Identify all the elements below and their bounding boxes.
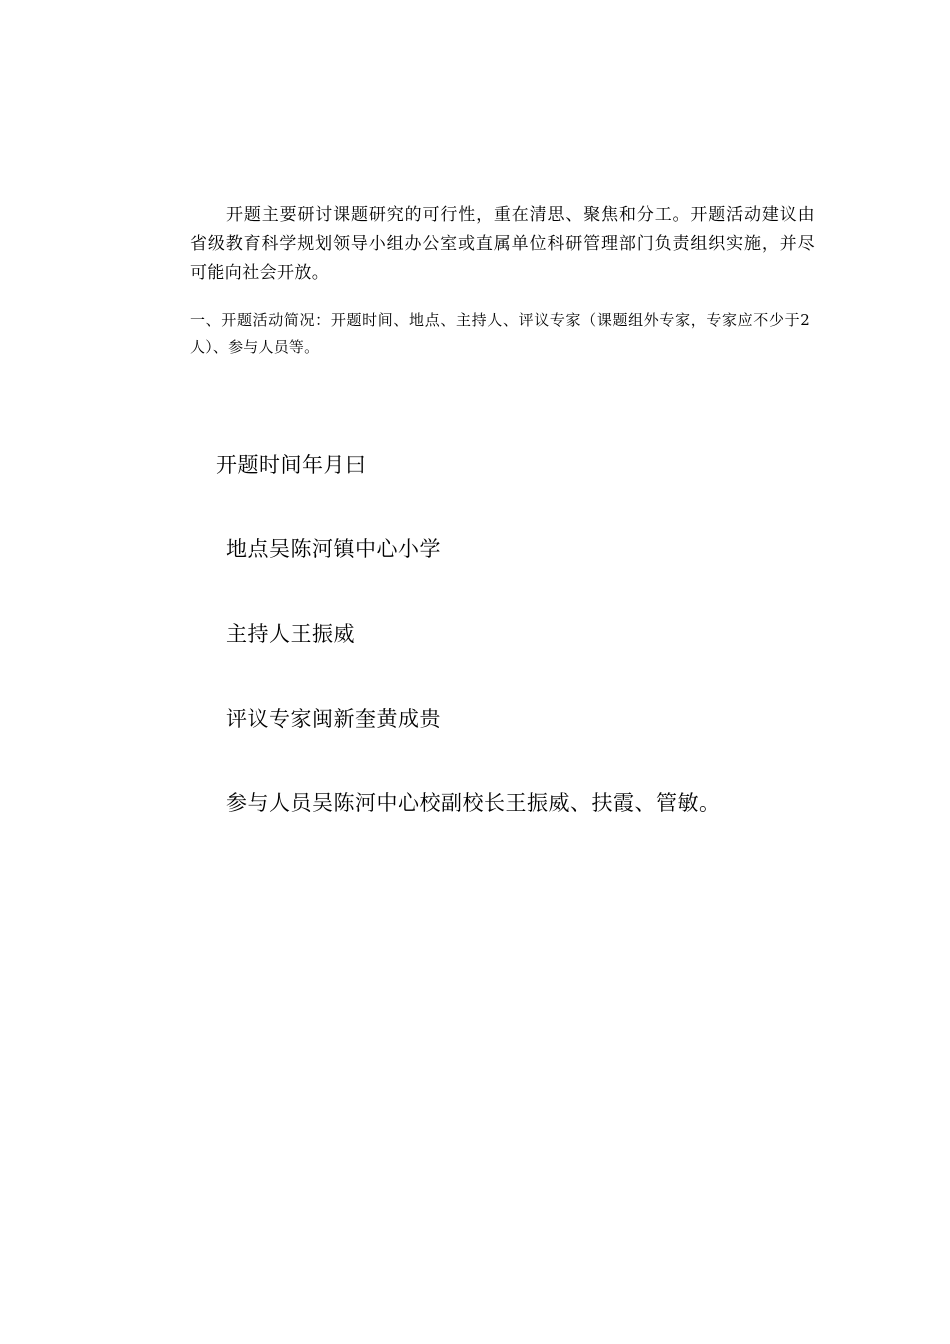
host-line: 主持人王振威 — [226, 622, 355, 646]
participants-line: 参与人员吴陈河中心校副校长王振威、扶霞、管敏。 — [226, 791, 721, 815]
review-experts-line: 评议专家闽新奎黄成贵 — [226, 707, 441, 731]
opening-time-line: 开题时间年月曰 — [216, 453, 367, 477]
section-heading: 一、开题活动简况：开题时间、地点、主持人、评议专家（课题组外专家，专家应不少于2人）、参与人员等。 — [190, 311, 810, 356]
location-line: 地点吴陈河镇中心小学 — [226, 537, 441, 561]
intro-paragraph: 开题主要研讨课题研究的可行性，重在清思、聚焦和分工。开题活动建议由省级教育科学规划领导小组办公室或直属单位科研管理部门负责组织实施，并尽可能向社会开放。 — [190, 205, 815, 283]
